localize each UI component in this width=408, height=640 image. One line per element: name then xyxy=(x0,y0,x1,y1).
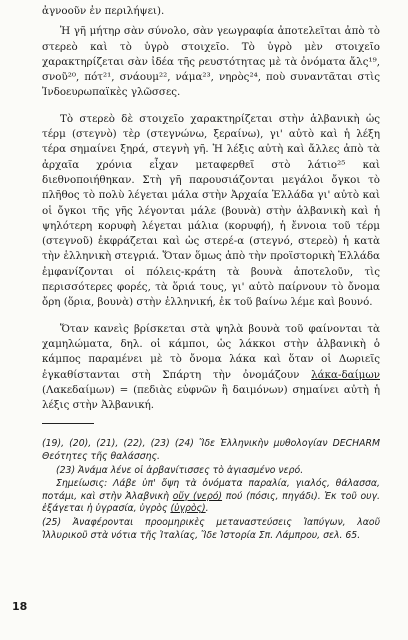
page-number: 18 xyxy=(12,600,28,613)
underlined-term-laka-daimon: λάκα-δαίμων xyxy=(311,368,380,381)
paragraph-earth-elements: Ἡ γῆ μήτηρ σὰν σύνολο, σὰν γεωγραφία ἀποτελεῖται ἀπὸ τὸ στερεὸ καὶ τὸ ὑγρὸ στοιχεῖο. Τὸ ὑγρὸ μὲν στοιχεῖο χαρακτηρίζεται σὰν ἰδέα τῆς ρευστότητας μὲ τὰ ὀνόματα ἄλς¹⁹, σνοῦ²⁰, πότ²¹, σνάουμ²², νάμα²³, νηρὸς²⁴, ποὺ συναντᾶται στὶς Ἰνδοευρωπαϊκὲς γλῶσσες. xyxy=(42,25,380,99)
footnote-23: (23) Ἀνάμα λένε οἱ ἀρβανίτισσες τὸ ἁγιασμένο νερό. xyxy=(56,464,304,476)
underlined-term-ygros: (ὑγρὸς) xyxy=(170,503,206,515)
underlined-term-oug: οὔγ (νερό) xyxy=(172,490,223,502)
footnotes xyxy=(42,438,380,542)
footnote-25: (25) Ἀναφέρονται προομηρικὲς μεταναστεύσεις Ἰαπύγων, λαοῦ Ἰλλυρικοῦ στὰ νότια τῆς Ἰταλίας, Ἴδε Ἱστορία Σπ. Λάμπρου, σελ. 65. xyxy=(42,516,380,541)
paragraph-lakedaimon xyxy=(42,322,380,414)
paragraph-solid-element: Τὸ στερεὸ δὲ στοιχεῖο χαρακτηρίζεται στὴν ἀλβανικὴ ὡς τέρμ (στεγνὸ) τὲρ (στεγνώνω, ξεραίνω), γι' αὐτὸ καὶ ἡ λέξη τέρα σημαίνει ξηρά, στεγνὴ γῆ. Ἡ λέξις αὐτὴ καὶ ἄλλες ἀπὸ τὰ ἀρχαῖα χρόνια εἶχαν μεταφερθεῖ στὸ λάτιο²⁵ καὶ διεθνοποιήθηκαν. Στὴ γῆ παρουσιάζονται μεγάλοι ὄγκοι τὸ πλῆθος τὸ πολὺ λέγεται μάλα στὴν Ἀρχαία Ἑλλάδα γι' αὐτὸ καὶ οἱ ὄγκοι τῆς γῆς λέγονται μάλε (βουνὰ) στὴν ἀλβανικὴ καὶ ἡ ψηλότερη κορυφὴ λέγεται μάλια (κορυφή), ἡ ἔννοια τοῦ τέρμ (στεγνοῦ) ἐκφράζεται καὶ ὡς στερέ-α (στεγνό, στερεὸ) ἡ κατὰ τὴν ἑλληνικὴ στεγριά. Ὅταν ὅμως ἀπὸ τὴν προϊστορικὴ Ἑλλάδα ἐμφανίζονται οἱ πόλεις-κράτη τὰ βουνὰ ἀποτελοῦν, τὶς περισσότερες φορές, τὰ ὅριά τους, γι' αὐτὸ παίρνουν τὸ ὄνομα ὄρη (ὅρια, βουνὰ) στὴν ἑλληνική, ἐκ τοῦ βαίνω λέμε καὶ βουνό. xyxy=(42,112,380,309)
footnote-note-text-c: . xyxy=(205,503,209,515)
footnote-note-text-a: Σημείωσις: Λάβε ὑπ' ὄψη τὰ ὀνόματα παραλία, γιαλός, θάλασσα, ποτάμι, καὶ στὴν Ἀλαβνικὴ xyxy=(42,478,380,502)
paragraph-continuation: ἀγνοοῦν ἐν περιλήψει). xyxy=(42,5,165,17)
paragraph-lakedaimon-text-b: (Λακεδαίμων) = (πεδιὰς εὐφνῶν ἢ δαιμόνων) σημαίνει αὐτὴ ἡ λέξις στὴν Ἀλβανική. xyxy=(42,383,380,412)
footnote-separator xyxy=(42,423,94,424)
paragraph-lakedaimon-text-a: Ὅταν κανεὶς βρίσκεται στὰ ψηλὰ βουνὰ τοῦ φαίνονται τὰ χαμηλώματα, δηλ. οἱ κάμποι, ὡς λάκκοι στὴν ἀλβανικὴ ὁ κάμπος παραμένει μὲ τὸ ὄνομα λάκα καὶ ὅταν οἱ Δωριεῖς ἐγκαθίστανται στὴ Σπάρτη τὴν ὀνομάζουν xyxy=(42,322,380,381)
footnote-19-24: (19), (20), (21), (22), (23) (24) Ἴδε Ἑλληνικὴν μυθολογίαν DECHARM Θεότητες τῆς θαλάσσης. xyxy=(42,438,380,463)
footnote-note xyxy=(42,478,380,516)
footnote-note-text-b: πού (πόσις, πηγάδι). Ἐκ τοῦ ουγ. ἐξάγεται ἡ ὑγρασία, ὑγρὸς xyxy=(42,490,380,515)
